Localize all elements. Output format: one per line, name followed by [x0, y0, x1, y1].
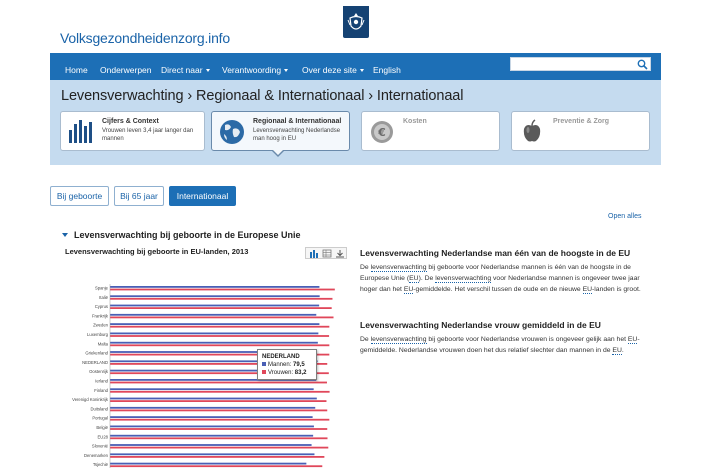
glossary-term-link[interactable]: EU	[627, 336, 638, 343]
category-label: Duitsland	[90, 406, 108, 412]
tab-bij-geboorte[interactable]: Bij geboorte	[50, 186, 109, 206]
card-title: Cijfers & Context	[102, 118, 159, 125]
paragraph-text: -gemiddelde. Het verschil tussen de oude en de nieuwe	[413, 286, 583, 293]
bar-mannen[interactable]	[110, 453, 314, 455]
glossary-term-link[interactable]: EU	[582, 286, 593, 293]
chevron-down-icon	[62, 233, 68, 237]
bar-vrouwen[interactable]	[110, 298, 332, 300]
bar-vrouwen[interactable]	[110, 428, 327, 430]
table-icon[interactable]	[321, 249, 333, 258]
category-label: EU28	[97, 434, 108, 440]
chart-title: Levensverwachting bij geboorte in EU-landen, 2013	[65, 247, 249, 256]
nav-home-label: Home	[65, 65, 88, 75]
paragraph-text: De	[360, 264, 371, 271]
download-icon[interactable]	[334, 249, 346, 258]
topic-banner	[50, 80, 661, 165]
government-logo	[343, 6, 369, 38]
nav-direct-naar-label: Direct naar	[161, 65, 203, 75]
bar-vrouwen[interactable]	[110, 391, 330, 393]
bar-mannen[interactable]	[110, 314, 316, 316]
tooltip-value: 83,2	[294, 370, 307, 376]
category-label: Oostenrijk	[89, 369, 108, 375]
nav-english-label: English	[373, 65, 401, 75]
bar-vrouwen[interactable]	[110, 465, 322, 467]
bar-mannen[interactable]	[110, 295, 320, 297]
category-label: Portugal	[92, 415, 108, 421]
search-input[interactable]	[510, 57, 651, 71]
section-toggle[interactable]	[62, 230, 301, 240]
nav-home[interactable]	[65, 53, 88, 80]
chevron-down-icon	[360, 69, 364, 72]
tooltip-row-mannen	[262, 361, 312, 369]
tooltip-title: NEDERLAND	[262, 354, 300, 360]
section-title: Levensverwachting bij geboorte in de Europese Unie	[74, 230, 301, 240]
crest-icon	[346, 12, 366, 34]
breadcrumb: Levensverwachting › Regionaal & Internationaal › Internationaal	[61, 88, 464, 104]
bar-mannen[interactable]	[110, 407, 315, 409]
bar-mannen[interactable]	[110, 398, 317, 400]
card-preventie-zorg[interactable]	[511, 111, 650, 151]
legend-swatch	[262, 370, 266, 374]
card-text: Levensverwachting Nederlandse man hoog in EU	[253, 128, 341, 142]
card-title: Kosten	[403, 118, 427, 125]
bar-chart-icon[interactable]	[308, 249, 320, 258]
open-all-link[interactable]: Open alles	[608, 213, 642, 220]
bar-mannen[interactable]	[110, 333, 318, 335]
category-label: Griekenland	[85, 350, 108, 356]
tab-bij-65-jaar[interactable]: Bij 65 jaar	[114, 186, 164, 206]
category-label: Ierland	[95, 378, 108, 384]
glossary-term-link[interactable]: EU	[409, 275, 419, 282]
glossary-term-link[interactable]: EU	[403, 286, 414, 293]
svg-text:€: €	[378, 126, 386, 139]
category-label: Denemarken	[84, 452, 108, 458]
category-label: Slovenië	[91, 443, 108, 449]
article-paragraph-men	[360, 262, 655, 295]
tooltip-label: Mannen:	[268, 362, 292, 368]
article-paragraph-women	[360, 334, 655, 356]
bar-mannen[interactable]	[110, 342, 318, 344]
article-heading-men: Levensverwachting Nederlandse man één van de hoogste in de EU	[360, 248, 631, 258]
glossary-term-link[interactable]: levensverwachting	[370, 264, 427, 271]
bar-chart-icon	[67, 118, 97, 144]
paragraph-text: ). De	[418, 275, 436, 282]
nav-over-deze-site-label: Over deze site	[302, 65, 357, 75]
category-label: NEDERLAND	[82, 359, 108, 365]
tooltip-label: Vrouwen:	[268, 370, 294, 376]
paragraph-text: De	[360, 336, 371, 343]
chevron-down-icon	[284, 69, 288, 72]
bar-mannen[interactable]	[110, 435, 313, 437]
card-cijfers-context[interactable]	[60, 111, 205, 151]
paragraph-text: bij geboorte voor Nederlandse mannen is één van de hoogste in de Europese Unie (	[360, 264, 631, 282]
tab-internationaal[interactable]: Internationaal	[169, 186, 236, 206]
bar-vrouwen[interactable]	[110, 335, 329, 337]
category-label: Frankrijk	[91, 313, 108, 319]
apple-icon	[518, 118, 546, 146]
tooltip-value: 79,5	[293, 362, 305, 368]
site-title[interactable]: Volksgezondheidenzorg.info	[60, 30, 230, 46]
paragraph-text: bij geboorte voor Nederlandse vrouwen is ongeveer gelijk aan het	[426, 336, 628, 343]
bar-vrouwen[interactable]	[110, 289, 335, 291]
bar-mannen[interactable]	[110, 416, 313, 418]
nav-direct-naar[interactable]	[161, 53, 210, 80]
category-label: Tsjechië	[92, 462, 108, 468]
bar-mannen[interactable]	[110, 305, 319, 307]
euro-coin-icon	[368, 118, 396, 146]
category-label: Italië	[99, 294, 108, 300]
nav-verantwoording-label: Verantwoording	[222, 65, 282, 75]
category-label: Zweden	[93, 322, 108, 328]
bar-vrouwen[interactable]	[110, 437, 328, 439]
nav-english[interactable]	[373, 53, 401, 80]
bar-mannen[interactable]	[110, 286, 319, 288]
category-label: Cyprus	[94, 304, 108, 310]
paragraph-text: voor Nederlandse mannen is ongeveer twee jaar hoger dan het	[360, 275, 640, 293]
bar-mannen[interactable]	[110, 388, 314, 390]
nav-onderwerpen-label: Onderwerpen	[100, 65, 152, 75]
category-label: België	[96, 425, 108, 430]
globe-icon	[218, 118, 246, 146]
bar-vrouwen[interactable]	[110, 307, 332, 309]
nav-verantwoording[interactable]	[222, 53, 288, 80]
category-label: Finland	[94, 387, 108, 393]
bar-vrouwen[interactable]	[110, 344, 329, 346]
category-label: Spanje	[94, 285, 108, 291]
paragraph-text: .	[621, 347, 624, 354]
bar-vrouwen[interactable]	[110, 419, 329, 421]
main-navbar	[50, 53, 661, 80]
category-label: Verenigd Koninkrijk	[72, 397, 108, 403]
category-label: Malta	[97, 341, 108, 347]
bar-mannen[interactable]	[110, 444, 312, 446]
glossary-term-link[interactable]: EU	[612, 347, 622, 354]
article-heading-women: Levensverwachting Nederlandse vrouw gemiddeld in de EU	[360, 320, 601, 330]
card-title: Preventie & Zorg	[553, 118, 610, 125]
active-card-pointer-inner	[273, 150, 283, 155]
bar-vrouwen[interactable]	[110, 400, 326, 402]
bar-vrouwen[interactable]	[110, 317, 334, 319]
nav-over-deze-site[interactable]	[302, 53, 364, 80]
glossary-term-link[interactable]: levensverwachting	[435, 275, 492, 282]
bar-vrouwen[interactable]	[110, 382, 327, 384]
card-regionaal-internationaal[interactable]	[211, 111, 350, 151]
search-icon[interactable]	[637, 59, 648, 70]
legend-swatch	[262, 362, 266, 366]
bar-mannen[interactable]	[110, 323, 319, 325]
card-text: Vrouwen leven 3,4 jaar langer dan mannen	[102, 128, 194, 142]
card-kosten[interactable]	[361, 111, 500, 151]
paragraph-text: -gemiddelde. Nederlandse vrouwen doen het dus relatief slechter dan mannen in de	[360, 336, 640, 354]
chart-tooltip	[257, 349, 317, 380]
bar-mannen[interactable]	[110, 426, 314, 428]
bar-vrouwen[interactable]	[110, 410, 327, 412]
bar-vrouwen[interactable]	[110, 447, 328, 449]
card-title: Regionaal & Internationaal	[253, 118, 342, 125]
category-label: Luxemburg	[87, 332, 108, 337]
chart-toolbar	[305, 247, 347, 259]
chevron-down-icon	[206, 69, 210, 72]
bar-mannen[interactable]	[110, 463, 306, 465]
paragraph-text: -landen is groot.	[592, 286, 641, 293]
nav-onderwerpen[interactable]	[100, 53, 152, 80]
bar-vrouwen[interactable]	[110, 326, 329, 328]
glossary-term-link[interactable]: levensverwachting	[370, 336, 427, 343]
bar-vrouwen[interactable]	[110, 456, 324, 458]
tooltip-row-vrouwen	[262, 369, 312, 377]
